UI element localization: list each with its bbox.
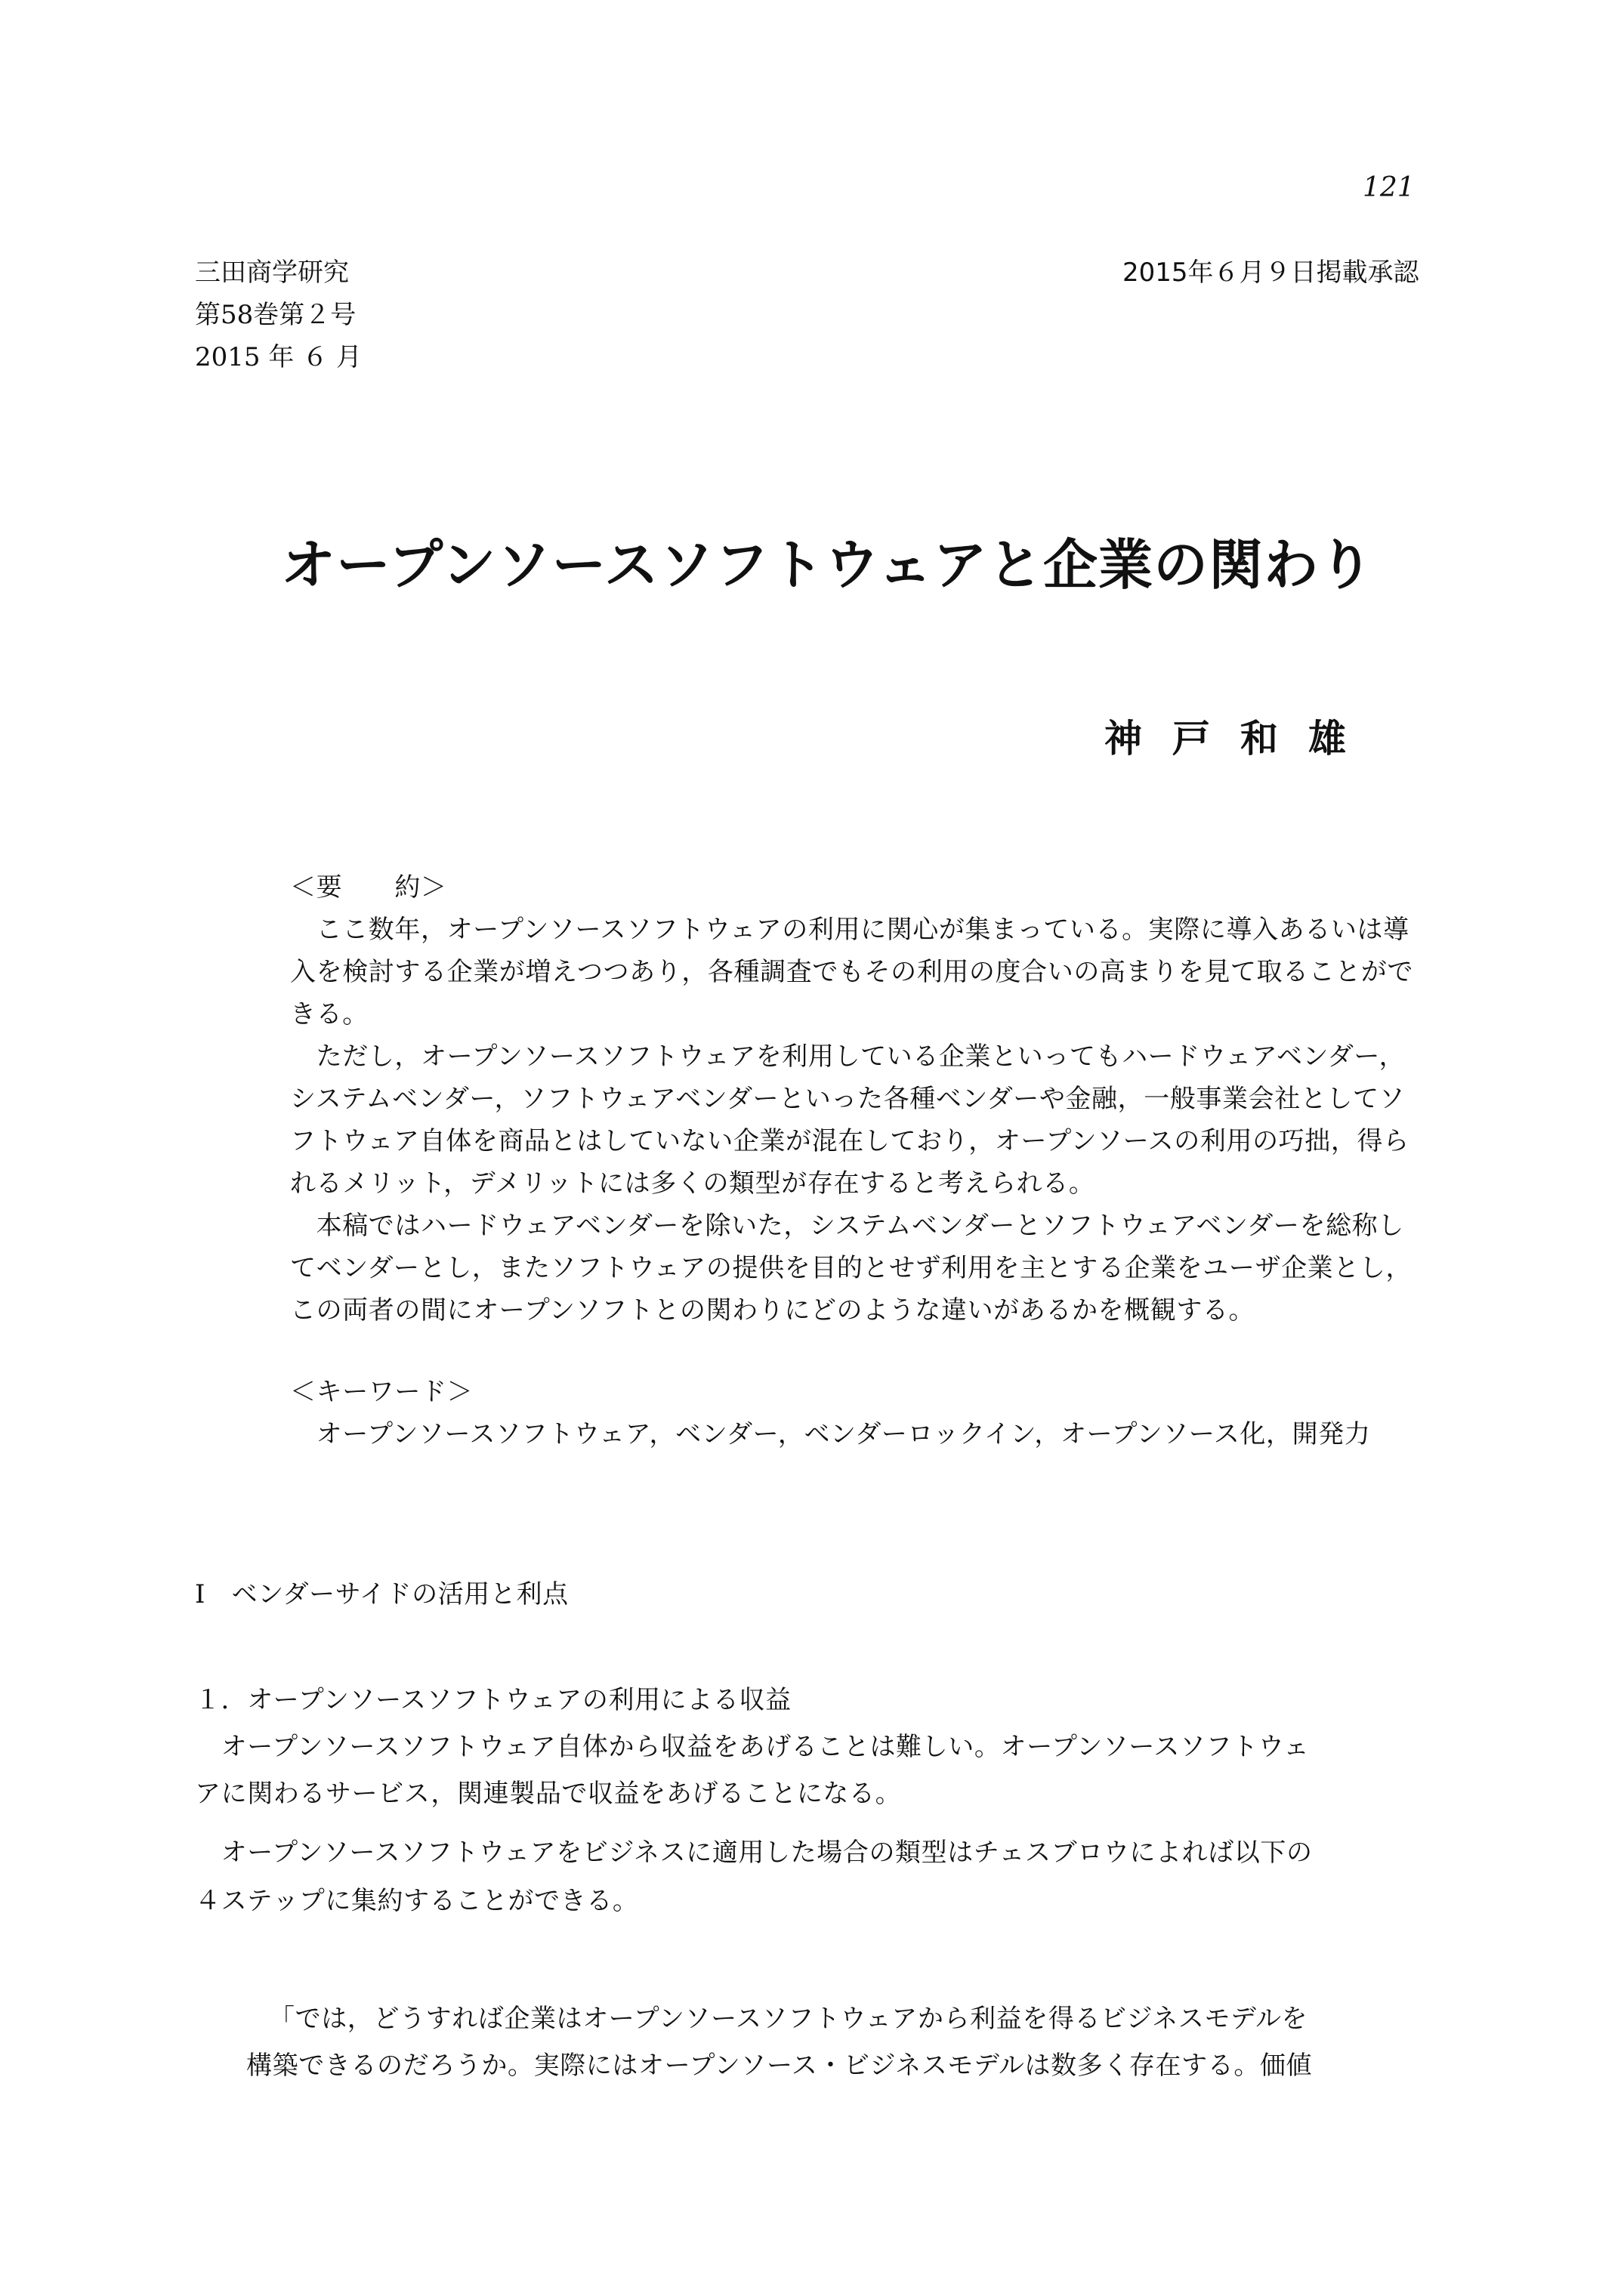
abstract-line: てベンダーとし，またソフトウェアの提供を目的とせず利用を主とする企業をユーザ企業とし，	[290, 1253, 1413, 1283]
paper-title: オープンソースソフトウェアと企業の関わり	[281, 532, 1375, 597]
abstract-line: ここ数年，オープンソースソフトウェアの利用に関心が集まっている。実際に導入あるいは導	[290, 915, 1409, 945]
abstract-line: フトウェア自体を商品とはしていない企業が混在しており，オープンソースの利用の巧拙，得ら	[290, 1126, 1409, 1156]
abstract-line: きる。	[290, 999, 369, 1029]
page-number: 121	[1363, 172, 1415, 203]
quote-line: 構築できるのだろうか。実際にはオープンソース・ビジネスモデルは数多く存在する。価値	[246, 2051, 1313, 2081]
abstract-heading: ＜要 約＞	[290, 872, 447, 903]
paragraph-line: ４ステップに集約することができる。	[195, 1886, 639, 1916]
abstract-line: 本稿ではハードウェアベンダーを除いた，システムベンダーとソフトウェアベンダーを総称し	[290, 1211, 1404, 1241]
keywords-text: オープンソースソフトウェア，ベンダー，ベンダーロックイン，オープンソース化，開発力	[290, 1419, 1371, 1449]
abstract-line: れるメリット，デメリットには多くの類型が存在すると考えられる。	[290, 1168, 1095, 1199]
paragraph-line: オープンソースソフトウェア自体から収益をあげることは難しい。オープンソースソフトウェ	[195, 1732, 1310, 1762]
abstract-line: この両者の間にオープンソフトとの関わりにどのような違いがあるかを概観する。	[290, 1295, 1255, 1325]
quote-line: 「では，どうすれば企業はオープンソースソフトウェアから利益を得るビジネスモデルを	[269, 2004, 1308, 2034]
journal-volume: 第58巻第２号	[195, 300, 357, 330]
abstract-line: システムベンダー，ソフトウェアベンダーといった各種ベンダーや金融，一般事業会社としてソ	[290, 1084, 1406, 1114]
abstract-line: ただし，オープンソースソフトウェアを利用している企業といってもハードウェアベンダー，	[290, 1042, 1406, 1072]
paragraph-line: アに関わるサービス，関連製品で収益をあげることになる。	[195, 1779, 902, 1809]
subsection-heading: １．オープンソースソフトウェアの利用による収益	[195, 1685, 792, 1715]
acceptance-date: 2015年６月９日掲載承認	[1122, 258, 1419, 288]
section-heading: Ⅰ ベンダーサイドの活用と利点	[195, 1579, 569, 1609]
author-name: 神戸和雄	[1104, 716, 1376, 761]
keywords-heading: ＜キーワード＞	[290, 1377, 474, 1407]
journal-date: 2015 年 ６ 月	[195, 342, 362, 372]
abstract-line: 入を検討する企業が増えつつあり，各種調査でもその利用の度合いの高まりを見て取ることがで	[290, 957, 1414, 987]
paragraph-line: オープンソースソフトウェアをビジネスに適用した場合の類型はチェスブロウによれば以下の	[195, 1838, 1313, 1868]
journal-name: 三田商学研究	[195, 258, 349, 288]
